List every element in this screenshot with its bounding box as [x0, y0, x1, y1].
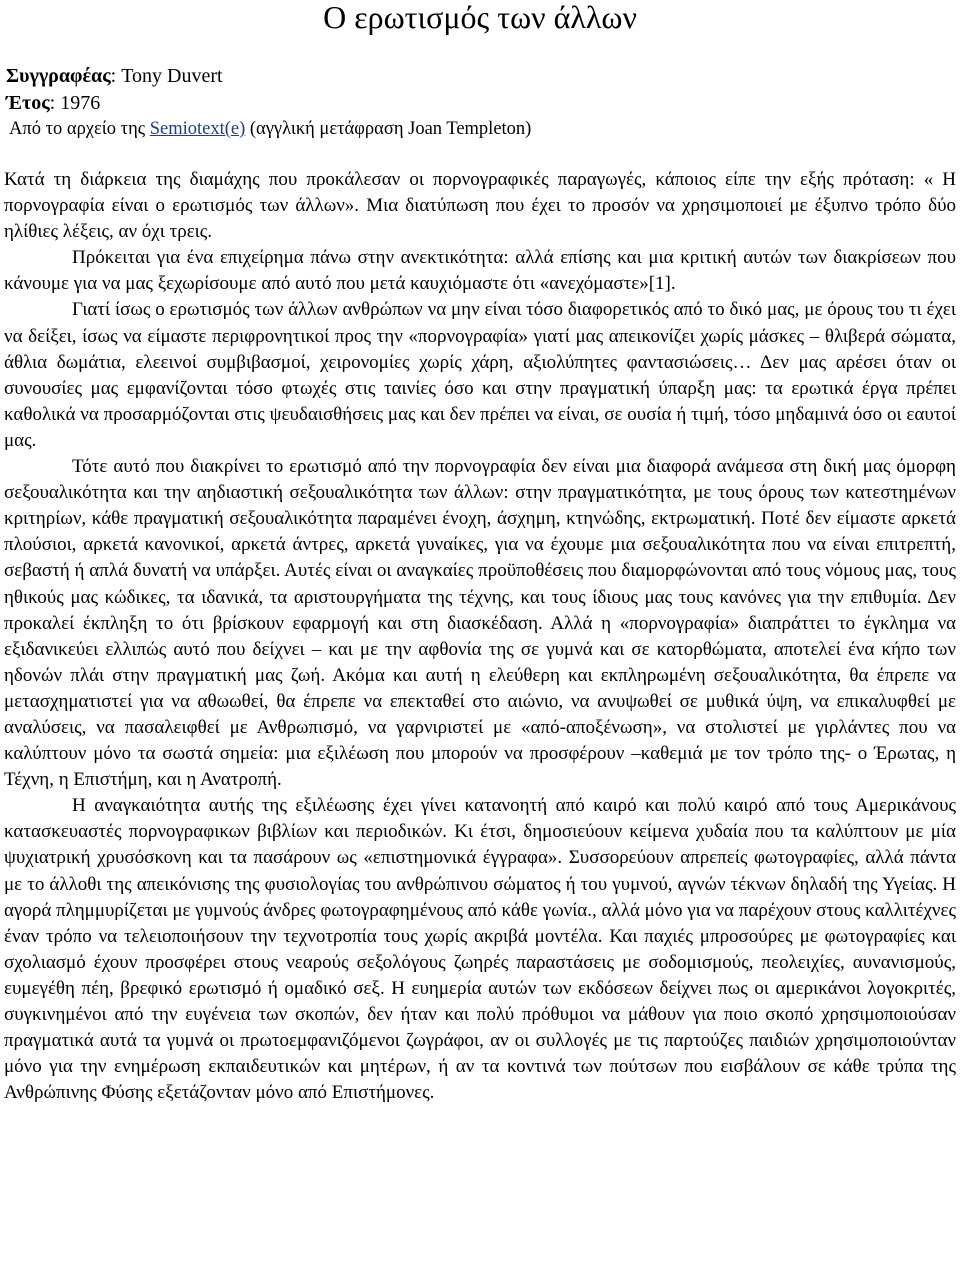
paragraph: Κατά τη διάρκεια της διαμάχης που προκάλεσαν οι πορνογραφικές παραγωγές, κάποιος είπε την εξής πρόταση: « Η πορνογραφία είναι ο ερωτισμός των άλλων». Μια διατύπωση που έχει το προσόν να χρησιμοποιεί με έξυπνο τρόπο δύο ηλίθιες λέξεις, αν όχι τρεις. — [4, 169, 956, 243]
article-body — [4, 167, 956, 1106]
paragraph: Τότε αυτό που διακρίνει το ερωτισμό από την πορνογραφία δεν είναι μια διαφορά ανάμεσα στη δική μας όμορφη σεξουαλικότητα και την αηδιαστική σεξουαλικότητα των άλλων: στην πραγματικότητα, με τους όρους των κατεστημένων κριτηρίων, κάθε πραγματική σεξουαλικότητα παραμένει ένοχη, άσχημη, κτηνώδης, εκτρωματική. Ποτέ δεν είμαστε αρκετά πλούσιοι, αρκετά κανονικοί, αρκετά άντρες, αρκετά γυναίκες, για να έχουμε μια σεξουαλικότητα που να είναι επιτρεπτή, σεβαστή ή απλά δυνατή να υπάρξει. Αυτές είναι οι αναγκαίες προϋποθέσεις που διαμορφώνονται από τους νόμους μας, τους ηθικούς μας κώδικες, τα ιδανικά, τα αριστουργήματα της τέχνης, και τους ίδιους μας τους κανόνες για την επιθυμία. Δεν προκαλεί έκπληξη το ότι βρίσκουν εφαρμογή και στη διασκέδαση. Αλλά η «πορνογραφία» διαπράττει το έγκλημα να εξιδανικεύει ελλιπώς αυτό που δείχνει – και με την αφθονία της σε γυμνά και σε κατορθώματα, αποτελεί ένα κήπο των ηδονών πλάι στην πραγματική μας ζωή. Ακόμα και αυτή η ελεύθερη και εκπληρωμένη σεξουαλικότητα, θα έπρεπε να μετασχηματιστεί για να αθωωθεί, θα έπρεπε να επεκταθεί στο αιώνιο, να ανυψωθεί σε μυθικά ύψη, να επικαλυφθεί με αναλύσεις, να πασαλειφθεί με Ανθρωπισμό, να γαρνιριστεί με «από-αποξένωση», να στολιστεί με γιρλάντες που να καλύπτουν μόνο τα σωστά σημεία: μια εξιλέωση που μπορούν να προσφέρουν –καθεμιά με τον τρόπο της- ο Έρωτας, η Τέχνη, η Επιστήμη, και η Ανατροπή. — [4, 456, 956, 791]
paragraph: Πρόκειται για ένα επιχείρημα πάνω στην ανεκτικότητα: αλλά επίσης και μια κριτική αυτών των διακρίσεων που κάνουμε για να μας ξεχωρίσουμε από αυτό που μετά καυχιόμαστε ότι «ανεχόμαστε»[1]. — [4, 247, 956, 295]
paragraph: Η αναγκαιότητα αυτής της εξιλέωσης έχει γίνει κατανοητή από καιρό και πολύ καιρό από τους Αμερικάνους κατασκευαστές πορνογραφικων βιβλίων και περιοδικών. Κι έτσι, δημοσιεύουν κείμενα χυδαία που τα καλύπτουν με μία ψυχιατρική χρυσόσκονη και τα πασάρουν ως «επιστημονικά έγγραφα». Συσσορεύουν απρεπείς φωτογραφίες, αλλά πάντα με το άλλοθι της απεικόνισης της φυσιολογίας του ανθρώπινου σώματος ή του γυμνού, αγνών τέκνων δηλαδή της Υγείας. Η αγορά πλημμυρίζεται με γυμνούς άνδρες φωτογραφημένους από κάθε γωνία., αλλά μόνο για να παρέχουν στους καλλιτέχνες έναν τρόπο να τελειοποιήσουν την τεχνοτροπία τους χωρίς ακριβά μοντέλα. Και παχιές μπροσούρες με φωτογραφίες και σχολιασμό έχουν προσφέρει στους νεαρούς σεξολόγους ζωηρές παραστάσεις με σοδομισμούς, πεολειχίες, αυνανισμούς, ευμεγέθη πέη, βρεφικό ερωτισμό ή ομαδικό σεξ. Η ευημερία αυτών των εκδόσεων δείχνει πως οι αμερικάνοι λογοκριτές, συγκινημένοι από την ευγένεια των σκοπών, δεν ήταν και πολύ πρόθυμοι να μάθουν για ποιο σκοπό χρησιμοποιούσαν πραγματικά αυτά τα γυμνά οι πρωτοεμφανιζόμενοι ζωγράφοι, αν οι συλλογές με τις παρτούζες παιδιών χρησιμοποιούνταν μόνο για την ενημέρωση εκπαιδευτικών και μητέρων, ή αν τα κοντινά των πούτσων που εισβάλουν σε κάθε τρύπα της Ανθρώπινης Φύσης εξετάζονταν μόνο από Επιστήμονες. — [4, 795, 956, 1104]
page-title: Ο ερωτισμός των άλλων — [323, 0, 637, 35]
source-link[interactable]: Semiotext(e) — [149, 119, 246, 139]
year-line: Έτος: 1976 — [6, 92, 101, 114]
source-prefix: Από το αρχείο της — [9, 119, 150, 139]
year-value: 1976 — [60, 92, 101, 114]
author-name: Tony Duvert — [121, 65, 223, 87]
source-suffix: (αγγλική μετάφραση Joan Templeton) — [245, 119, 532, 139]
year-label: Έτος — [6, 92, 50, 114]
author-line: Συγγραφέας: Tony Duvert — [6, 65, 223, 87]
author-label: Συγγραφέας — [6, 65, 111, 87]
source-line — [9, 117, 531, 141]
paragraph: Γιατί ίσως ο ερωτισμός των άλλων ανθρώπων να μην είναι τόσο διαφορετικός από το δικό μας, με όρους του τι έχει να δείξει, ίσως να είμαστε περιφρονητικοί προς την «πορνογραφία» γιατί μας απεικονίζει χωρίς μάσκες – θλιβερά σώματα, άθλια δωμάτια, ελεεινοί συμβιβασμοί, χειρονομίες χωρίς χάρη, αξιολύπητες φαντασιώσεις… Δεν μας αρέσει όταν οι συνουσίες μας εμφανίζονται τόσο φτωχές στις ταινίες όσο και στην πραγματική ύπαρξη μας: τα ερωτικά έργα πρέπει καθολικά να προσαρμόζονται στις ψευδαισθήσεις μας και δεν πρέπει να είναι, σε ουσία ή τιμή, τόσο μηδαμινά όσο οι εαυτοί μας. — [4, 299, 956, 451]
